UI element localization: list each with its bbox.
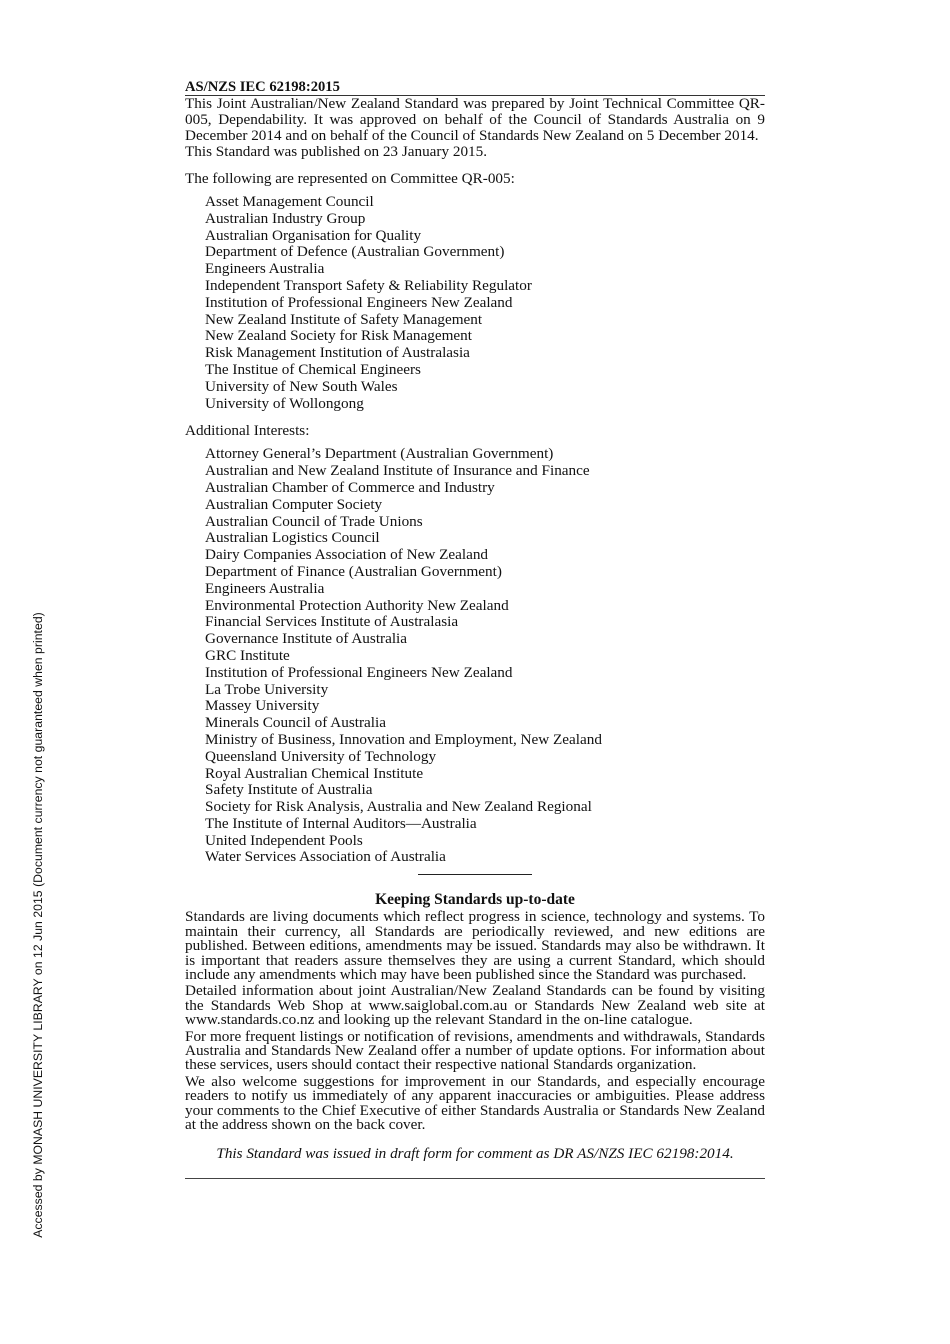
additional-interest: Safety Institute of Australia [205, 781, 373, 799]
additional-interest: Massey University [205, 697, 320, 715]
committee-member: New Zealand Society for Risk Management [205, 327, 472, 345]
additional-interest: Attorney General’s Department (Australian Government) [205, 445, 554, 463]
committee-member: Australian Industry Group [205, 209, 366, 227]
committee-member: Risk Management Institution of Australasia [205, 344, 470, 362]
committee-member-list [205, 194, 765, 412]
committee-member: Asset Management Council [205, 193, 374, 210]
additional-interest: The Institute of Internal Auditors—Australia [205, 814, 477, 832]
additional-interest: Water Services Association of Australia [205, 848, 446, 866]
committee-member: Australian Organisation for Quality [205, 226, 422, 244]
section-divider [418, 874, 532, 875]
additional-interest: Australian Council of Trade Unions [205, 512, 423, 530]
additional-interest: GRC Institute [205, 646, 290, 664]
document-page [185, 79, 765, 1179]
additional-interest: Institution of Professional Engineers New Zealand [205, 663, 513, 681]
committee-member: New Zealand Institute of Safety Management [205, 310, 483, 328]
committee-member: Institution of Professional Engineers New Zealand [205, 293, 513, 311]
committee-member: Department of Defence (Australian Government) [205, 243, 505, 261]
keeping-standards-title: Keeping Standards up-to-date [375, 891, 575, 909]
additional-interest: Society for Risk Analysis, Australia and New Zealand Regional [205, 798, 592, 816]
draft-note: This Standard was issued in draft form for comment as DR AS/NZS IEC 62198:2014. [216, 1145, 734, 1163]
committee-heading: The following are represented on Committee QR-005: [185, 170, 515, 187]
footer-rule [185, 1178, 765, 1179]
publication-date: This Standard was published on 23 January 2015. [185, 143, 488, 160]
committee-member: The Institue of Chemical Engineers [205, 360, 421, 378]
additional-interest: United Independent Pools [205, 831, 363, 849]
committee-member: University of New South Wales [205, 377, 398, 395]
additional-interest: Royal Australian Chemical Institute [205, 764, 424, 782]
additional-interests-list [205, 446, 765, 866]
committee-member: University of Wollongong [205, 394, 364, 412]
additional-interest: Governance Institute of Australia [205, 630, 408, 648]
standard-code: AS/NZS IEC 62198:2015 [185, 79, 340, 95]
committee-member: Engineers Australia [205, 260, 325, 278]
additional-interest: Department of Finance (Australian Government) [205, 562, 502, 580]
keeping-paragraph-suggestions: We also welcome suggestions for improvement in our Standards, and especially encourage readers to notify us immediately of any apparent inaccuracies or ambiguities. Please address your comments to the Chief Executive of either Standards Australia or Standards New Zealand at the address shown on the back cover. [185, 1072, 765, 1133]
additional-interest: Engineers Australia [205, 579, 325, 597]
additional-interest: Australian Logistics Council [205, 529, 380, 547]
keeping-paragraph-web-shop: Detailed information about joint Australian/New Zealand Standards can be found by visiting the Standards Web Shop at www.saiglobal.com.au or Standards New Zealand web site at www.standards.co.nz and looking up the relevant Standard in the on-line catalogue. [185, 982, 765, 1029]
access-watermark [31, 600, 45, 1250]
additional-interest: Australian Chamber of Commerce and Industry [205, 478, 495, 496]
additional-interests-heading: Additional Interests: [185, 422, 310, 440]
additional-interest: Queensland University of Technology [205, 747, 437, 765]
additional-interest: Australian and New Zealand Institute of Insurance and Finance [205, 462, 590, 480]
approval-paragraph: This Joint Australian/New Zealand Standard was prepared by Joint Technical Committee QR-005, Dependability. It was approved on behalf of the Council of Standards Australia on 9 December 2014 and on behalf of the Council of Standards New Zealand on 5 December 2014. [185, 95, 765, 144]
additional-interest: Financial Services Institute of Australasia [205, 613, 459, 631]
additional-interest: Environmental Protection Authority New Zealand [205, 596, 509, 614]
additional-interest: Dairy Companies Association of New Zealand [205, 546, 489, 564]
additional-interest: Australian Computer Society [205, 495, 383, 513]
additional-interest: La Trobe University [205, 680, 329, 698]
access-watermark-text: Accessed by MONASH UNIVERSITY LIBRARY on 12 Jun 2015 (Document currency not guaranteed when printed) [31, 612, 45, 1238]
additional-interest: Ministry of Business, Innovation and Employment, New Zealand [205, 730, 602, 748]
keeping-paragraph-update-options: For more frequent listings or notification of revisions, amendments and withdrawals, Standards Australia and Standards New Zealand offer a number of update options. For information about these services, users should contact their respective national Standards organization. [185, 1027, 765, 1074]
committee-member: Independent Transport Safety & Reliability Regulator [205, 276, 532, 294]
additional-interest: Minerals Council of Australia [205, 714, 386, 732]
keeping-paragraph-living-documents: Standards are living documents which reflect progress in science, technology and systems. To maintain their currency, all Standards are periodically reviewed, and new editions are published. Between editions, amendments may be issued. Standards may also be withdrawn. It is important that readers assure themselves they are using a current Standard, which should include any amendments which may have been published since the Standard was purchased. [185, 908, 765, 983]
